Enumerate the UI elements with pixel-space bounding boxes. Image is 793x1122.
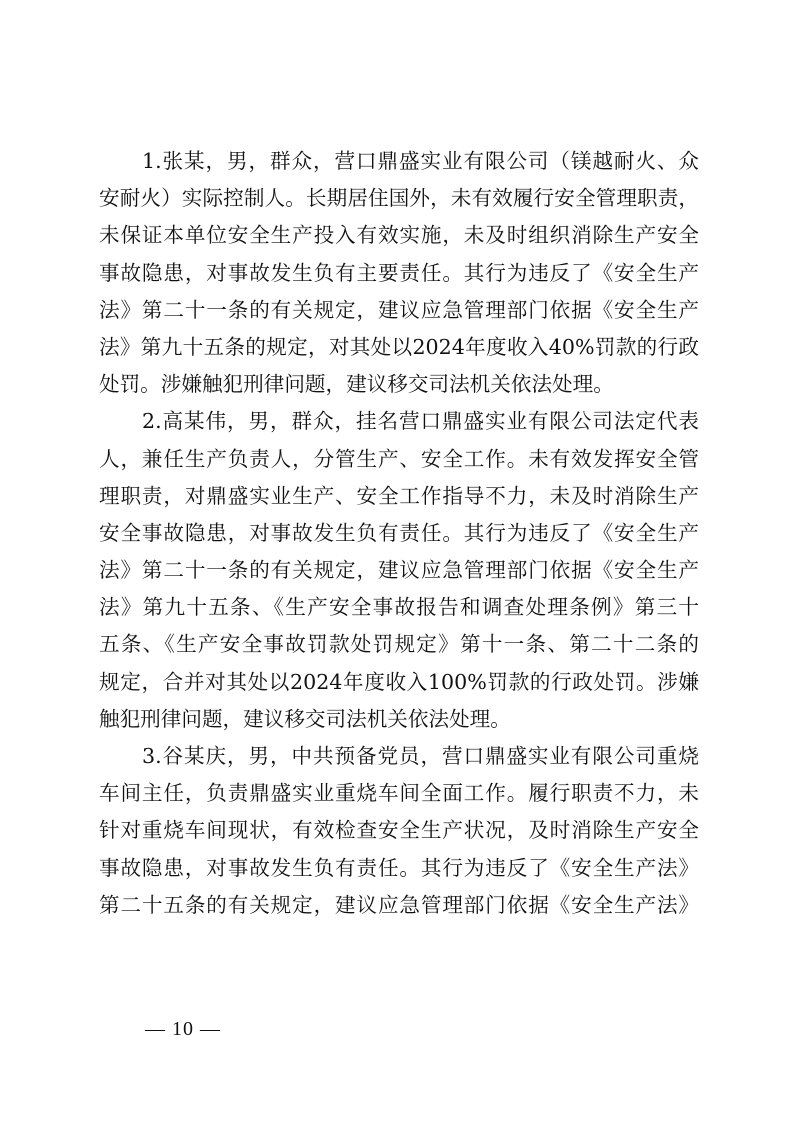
- text-line: 针对重烧车间现状，有效检查安全生产状况，及时消除生产安全: [99, 818, 699, 843]
- text-line: 法》第九十五条的规定，对其处以2024年度收入40%罚款的行政: [99, 334, 699, 359]
- paragraph-1: [99, 143, 699, 403]
- text-line: 法》第二十一条的有关规定，建议应急管理部门依据《安全生产: [99, 558, 699, 583]
- text-line: 安全事故隐患，对事故发生负有责任。其行为违反了《安全生产: [99, 520, 699, 545]
- text-line: 处罚。涉嫌触犯刑律问题，建议移交司法机关依法处理。: [99, 372, 614, 397]
- paragraph-2: [99, 403, 699, 738]
- text-line: 法》第二十一条的有关规定，建议应急管理部门依据《安全生产: [99, 297, 699, 322]
- text-line: 3.谷某庆，男，中共预备党员，营口鼎盛实业有限公司重烧: [99, 744, 699, 768]
- text-line: 车间主任，负责鼎盛实业重烧车间全面工作。履行职责不力，未: [99, 781, 699, 806]
- text-line: 事故隐患，对事故发生负有责任。其行为违反了《安全生产法》: [99, 855, 699, 880]
- text-line: 理职责，对鼎盛实业生产、安全工作指导不力，未及时消除生产: [99, 483, 699, 508]
- page-number: — 10 —: [145, 1018, 221, 1040]
- text-line: 第二十五条的有关规定，建议应急管理部门依据《安全生产法》: [99, 892, 699, 917]
- text-line: 法》第九十五条、《生产安全事故报告和调查处理条例》第三十: [99, 595, 699, 620]
- text-line: 1.张某，男，群众，营口鼎盛实业有限公司（镁越耐火、众: [99, 149, 699, 173]
- text-line: 未保证本单位安全生产投入有效实施，未及时组织消除生产安全: [99, 223, 699, 248]
- text-line: 2.高某伟，男，群众，挂名营口鼎盛实业有限公司法定代表: [99, 409, 699, 434]
- text-line: 五条、《生产安全事故罚款处罚规定》第十一条、第二十二条的: [99, 632, 699, 657]
- text-line: 触犯刑律问题，建议移交司法机关依法处理。: [99, 706, 511, 731]
- document-body: [99, 143, 699, 924]
- text-line: 规定，合并对其处以2024年度收入100%罚款的行政处罚。涉嫌: [99, 669, 699, 694]
- paragraph-3: [99, 738, 699, 924]
- text-line: 事故隐患，对事故发生负有主要责任。其行为违反了《安全生产: [99, 260, 699, 285]
- text-line: 安耐火）实际控制人。长期居住国外，未有效履行安全管理职责，: [99, 186, 699, 211]
- text-line: 人，兼任生产负责人，分管生产、安全工作。未有效发挥安全管: [99, 446, 699, 471]
